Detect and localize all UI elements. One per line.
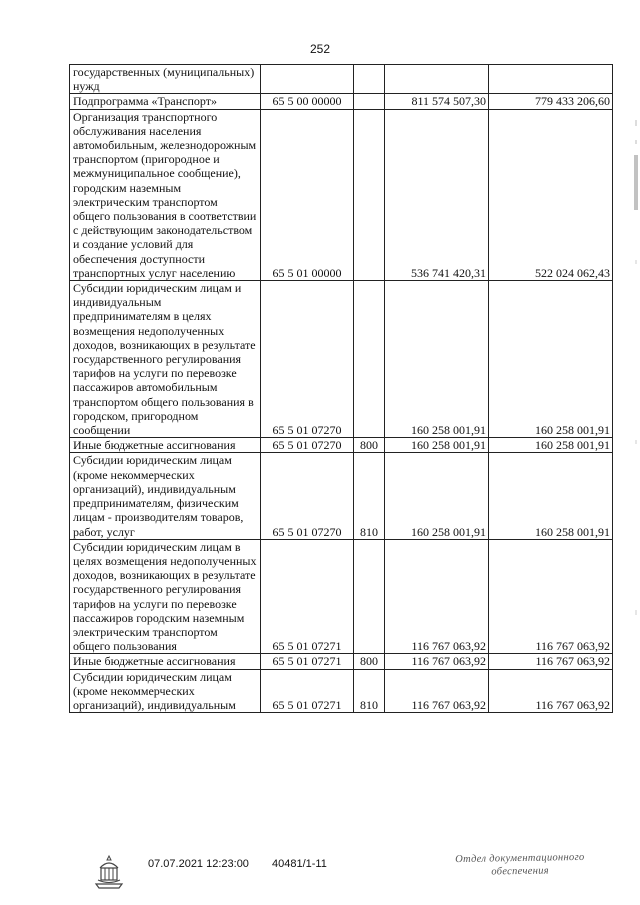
row-expense-type: 800	[354, 438, 385, 453]
row-amount-1: 536 741 420,31	[385, 109, 489, 280]
row-name: Иные бюджетные ассигнования	[70, 438, 261, 453]
department-stamp	[440, 851, 600, 880]
budget-table	[69, 64, 613, 713]
row-amount-2: 116 767 063,92	[489, 654, 613, 669]
row-amount-2: 160 258 001,91	[489, 453, 613, 539]
row-name: Субсидии юридическим лицам и индивидуальным предпринимателям в целях возмещения недополученных доходов, возникающих в результате государственного регулирования тарифов на услуги по перевозке пассажиров автомобильным транспортом общего пользования в городском, пригородном сообщении	[70, 281, 261, 438]
row-amount-2: 522 024 062,43	[489, 109, 613, 280]
row-target-code: 65 5 01 07270	[261, 281, 354, 438]
scan-margin-marks	[632, 110, 640, 670]
row-amount-2: 116 767 063,92	[489, 669, 613, 713]
row-amount-1: 116 767 063,92	[385, 669, 489, 713]
coat-of-arms-icon	[92, 854, 126, 890]
row-name: Подпрограмма «Транспорт»	[70, 94, 261, 109]
row-amount-1: 160 258 001,91	[385, 453, 489, 539]
row-target-code: 65 5 00 00000	[261, 94, 354, 109]
table-row	[70, 453, 613, 539]
row-expense-type	[354, 109, 385, 280]
table-row	[70, 438, 613, 453]
row-amount-2: 779 433 206,60	[489, 94, 613, 109]
row-amount-2	[489, 65, 613, 94]
table-row	[70, 281, 613, 438]
row-expense-type	[354, 539, 385, 654]
row-target-code: 65 5 01 07271	[261, 654, 354, 669]
row-target-code: 65 5 01 07270	[261, 453, 354, 539]
row-name: Субсидии юридическим лицам (кроме некоммерческих организаций), индивидуальным предпринимателям, физическим лицам - производителям товаров, работ, услуг	[70, 453, 261, 539]
row-name: Иные бюджетные ассигнования	[70, 654, 261, 669]
row-expense-type	[354, 94, 385, 109]
row-expense-type	[354, 281, 385, 438]
row-amount-1: 116 767 063,92	[385, 654, 489, 669]
row-amount-2: 160 258 001,91	[489, 438, 613, 453]
row-expense-type: 810	[354, 453, 385, 539]
page-number: 252	[309, 42, 331, 56]
row-target-code: 65 5 01 00000	[261, 109, 354, 280]
footer-registration-number: 40481/1-11	[272, 858, 327, 870]
row-target-code: 65 5 01 07271	[261, 539, 354, 654]
row-name: государственных (муниципальных) нужд	[70, 65, 261, 94]
table-row	[70, 654, 613, 669]
row-target-code	[261, 65, 354, 94]
row-name: Субсидии юридическим лицам в целях возмещения недополученных доходов, возникающих в результате государственного регулирования тарифов на услуги по перевозке пассажиров городским наземным электрическим транспортом общего пользования	[70, 539, 261, 654]
row-expense-type	[354, 65, 385, 94]
row-amount-1: 811 574 507,30	[385, 94, 489, 109]
row-target-code: 65 5 01 07270	[261, 438, 354, 453]
row-amount-1: 160 258 001,91	[385, 438, 489, 453]
row-target-code: 65 5 01 07271	[261, 669, 354, 713]
table-row	[70, 65, 613, 94]
row-name: Субсидии юридическим лицам (кроме некоммерческих организаций), индивидуальным	[70, 669, 261, 713]
footer-timestamp: 07.07.2021 12:23:00	[148, 858, 249, 870]
stamp-line-2: обеспечения	[491, 865, 550, 878]
row-amount-1: 116 767 063,92	[385, 539, 489, 654]
row-amount-1	[385, 65, 489, 94]
row-expense-type: 810	[354, 669, 385, 713]
row-amount-1: 160 258 001,91	[385, 281, 489, 438]
row-expense-type: 800	[354, 654, 385, 669]
footer	[0, 848, 640, 898]
row-amount-2: 116 767 063,92	[489, 539, 613, 654]
table-row	[70, 539, 613, 654]
table-row	[70, 669, 613, 713]
table-row	[70, 109, 613, 280]
table-row	[70, 94, 613, 109]
row-name: Организация транспортного обслуживания населения автомобильным, железнодорожным транспортом (пригородное и межмуниципальное сообщение), городским наземным электрическим транспортом общего пользования в соответствии с действующим законодательством и создание условий для обеспечения доступности транспортных услуг населению	[70, 109, 261, 280]
stamp-line-1: Отдел документационного	[455, 851, 585, 866]
row-amount-2: 160 258 001,91	[489, 281, 613, 438]
